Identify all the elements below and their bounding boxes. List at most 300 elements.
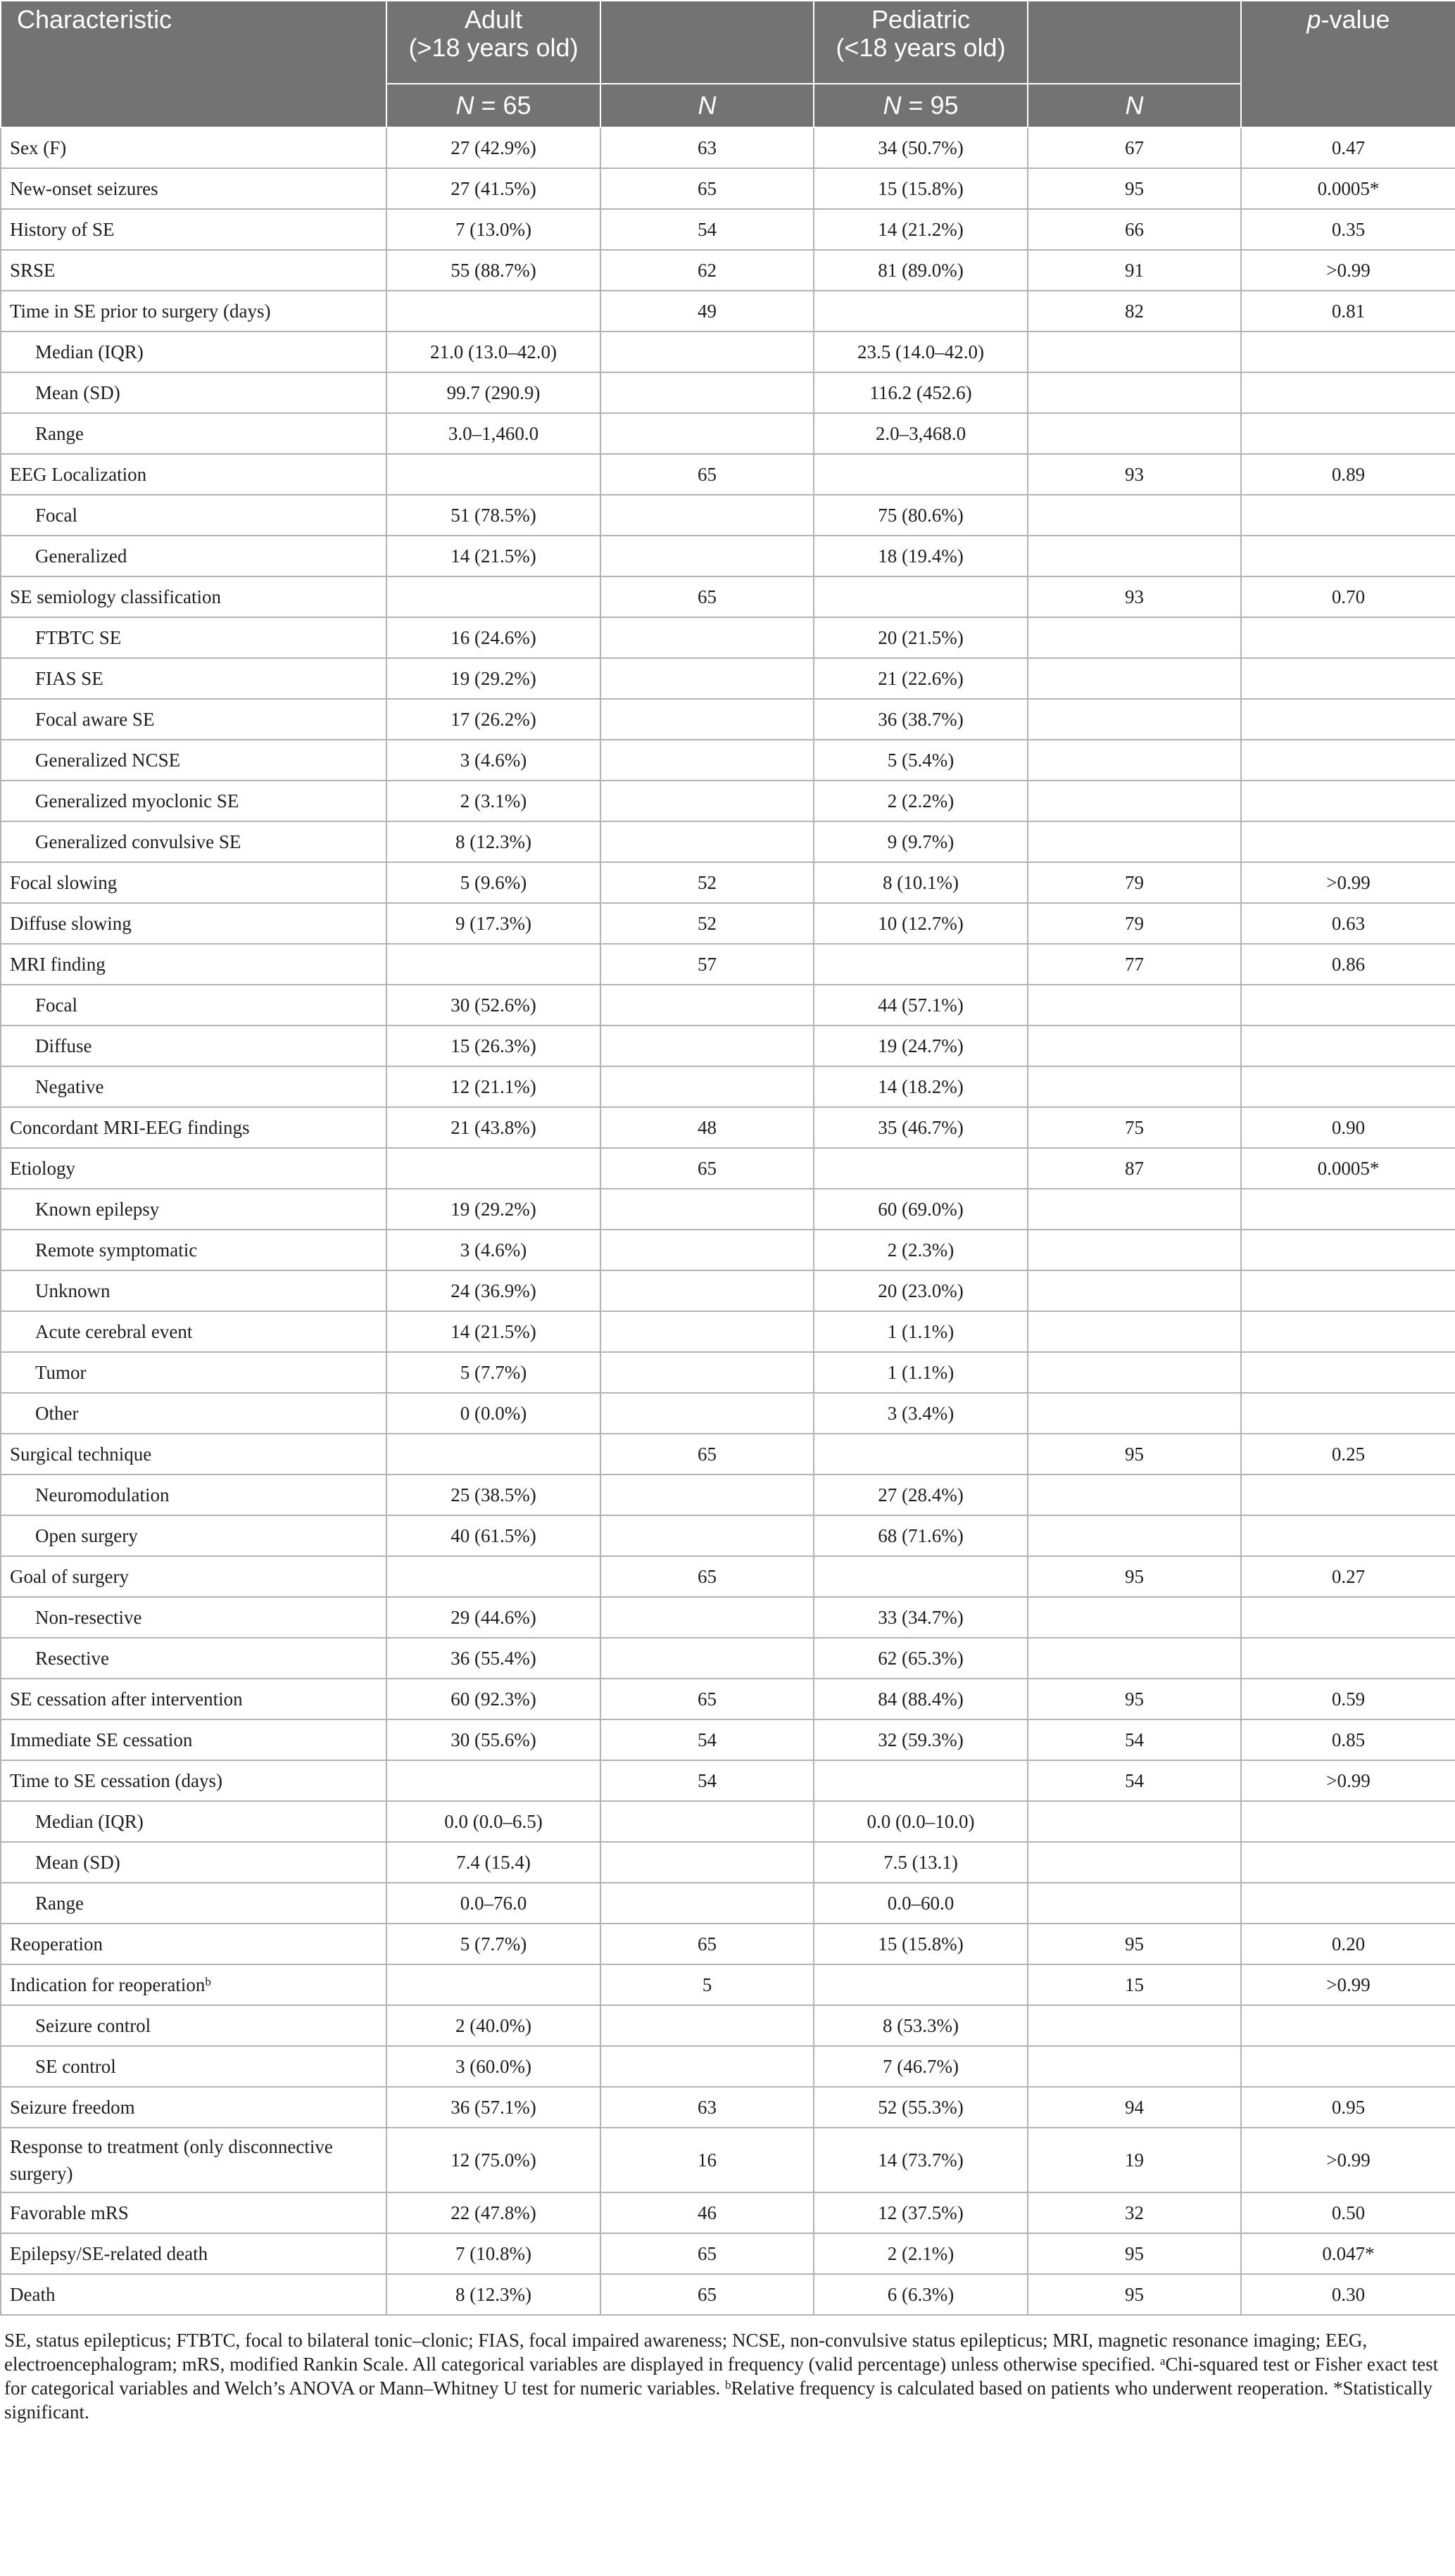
p-value: 0.95 [1241, 2087, 1455, 2128]
row-label-text: Epilepsy/SE-related death [10, 2243, 208, 2264]
table-row [1, 168, 1455, 209]
adult-n [600, 1189, 814, 1230]
pediatric-n [1028, 617, 1241, 658]
pediatric-n: 54 [1028, 1719, 1241, 1760]
adult-value: 55 (88.7%) [386, 250, 600, 291]
row-label-text: Etiology [10, 1158, 75, 1179]
adult-value: 29 (44.6%) [386, 1597, 600, 1638]
pediatric-n: 82 [1028, 291, 1241, 332]
adult-n [600, 2046, 814, 2087]
pediatric-n: 75 [1028, 1107, 1241, 1148]
header-pediatric [814, 1, 1028, 84]
p-value: 0.63 [1241, 903, 1455, 944]
row-label [1, 1883, 386, 1924]
adult-n: 63 [600, 127, 814, 168]
pediatric-n: 93 [1028, 576, 1241, 617]
row-label [1, 862, 386, 903]
row-label [1, 1107, 386, 1148]
row-label-text: Known epilepsy [35, 1199, 160, 1220]
pediatric-n: 77 [1028, 944, 1241, 985]
table-row [1, 413, 1455, 454]
p-value [1241, 821, 1455, 862]
adult-n [600, 1842, 814, 1883]
p-value [1241, 617, 1455, 658]
pediatric-n: 15 [1028, 1964, 1241, 2005]
row-label-text: Diffuse slowing [10, 913, 132, 934]
row-label [1, 1189, 386, 1230]
pediatric-n: 94 [1028, 2087, 1241, 2128]
table-row [1, 2128, 1455, 2192]
pediatric-value: 116.2 (452.6) [814, 372, 1028, 413]
row-label-text: Diffuse [35, 1035, 92, 1056]
pediatric-n [1028, 985, 1241, 1025]
table-row [1, 209, 1455, 250]
adult-n [600, 1515, 814, 1556]
pediatric-n [1028, 332, 1241, 372]
table-row [1, 1434, 1455, 1475]
table-row [1, 1393, 1455, 1434]
adult-value: 60 (92.3%) [386, 1679, 600, 1719]
adult-value: 27 (42.9%) [386, 127, 600, 168]
p-value [1241, 1230, 1455, 1270]
adult-n [600, 1025, 814, 1066]
adult-n: 49 [600, 291, 814, 332]
row-label [1, 1393, 386, 1434]
row-label [1, 944, 386, 985]
adult-value: 0.0–76.0 [386, 1883, 600, 1924]
row-label-text: Unknown [35, 1280, 111, 1301]
p-value: 0.70 [1241, 576, 1455, 617]
p-value: >0.99 [1241, 1760, 1455, 1801]
p-value: 0.047* [1241, 2233, 1455, 2274]
pediatric-value: 18 (19.4%) [814, 536, 1028, 576]
adult-value [386, 454, 600, 495]
header-adult-n [386, 84, 600, 127]
pediatric-value: 44 (57.1%) [814, 985, 1028, 1025]
adult-n: 65 [600, 1148, 814, 1189]
pediatric-value: 33 (34.7%) [814, 1597, 1028, 1638]
adult-n: 57 [600, 944, 814, 985]
row-label-text: Sex (F) [10, 137, 67, 158]
table-row [1, 576, 1455, 617]
adult-n [600, 658, 814, 699]
ped-n-col-label: N [1125, 91, 1144, 120]
adult-n [600, 1311, 814, 1352]
header-characteristic: Characteristic [1, 1, 386, 127]
row-label [1, 1475, 386, 1515]
adult-n [600, 1638, 814, 1679]
pediatric-n: 95 [1028, 1924, 1241, 1964]
row-label-text: Generalized convulsive SE [35, 831, 241, 852]
row-label [1, 536, 386, 576]
pediatric-n [1028, 1025, 1241, 1066]
footnote-text-1: SE, status epilepticus; FTBTC, focal to bilateral tonic–clonic; FIAS, focal impaired awareness; NCSE, non-convulsive status epilepticus; MRI, magnetic resonance imaging; EEG, electroencephalogram; mRS, modified Rankin Scale. All categorical variables are displayed in frequency (valid percentage) unless otherwise specified. [4, 2330, 1368, 2375]
pediatric-n [1028, 413, 1241, 454]
pediatric-n: 95 [1028, 168, 1241, 209]
header-pvalue [1241, 1, 1455, 127]
adult-n: 65 [600, 1679, 814, 1719]
pediatric-value: 15 (15.8%) [814, 1924, 1028, 1964]
header-adult [386, 1, 600, 84]
p-value: 0.30 [1241, 2274, 1455, 2315]
pediatric-n: 95 [1028, 2274, 1241, 2315]
pediatric-value [814, 576, 1028, 617]
row-label [1, 1025, 386, 1066]
p-value [1241, 699, 1455, 740]
table-row [1, 1107, 1455, 1148]
p-value [1241, 1842, 1455, 1883]
row-label [1, 617, 386, 658]
pediatric-n: 79 [1028, 862, 1241, 903]
adult-n: 65 [600, 2233, 814, 2274]
row-label-text: EEG Localization [10, 464, 147, 485]
p-value [1241, 495, 1455, 536]
adult-n-prefix: N [455, 91, 474, 120]
header-ped-n [814, 84, 1028, 127]
row-label [1, 1066, 386, 1107]
pediatric-value: 20 (21.5%) [814, 617, 1028, 658]
row-label-text: Immediate SE cessation [10, 1729, 193, 1750]
p-value [1241, 413, 1455, 454]
footnote-text-3: Relative frequency is calculated based on patients who underwent reoperation. *Statistically significant. [4, 2378, 1432, 2423]
p-value: 0.89 [1241, 454, 1455, 495]
adult-value: 12 (21.1%) [386, 1066, 600, 1107]
adult-n [600, 699, 814, 740]
pediatric-n [1028, 740, 1241, 781]
adult-n-col-label: N [698, 91, 717, 120]
row-label-text: Seizure control [35, 2015, 151, 2036]
row-label [1, 413, 386, 454]
table-row [1, 1597, 1455, 1638]
pediatric-value: 1 (1.1%) [814, 1311, 1028, 1352]
pediatric-n [1028, 1597, 1241, 1638]
p-value: 0.20 [1241, 1924, 1455, 1964]
adult-value: 8 (12.3%) [386, 821, 600, 862]
adult-value [386, 1556, 600, 1597]
pediatric-value: 19 (24.7%) [814, 1025, 1028, 1066]
header-adult-n-blank [600, 1, 814, 84]
table-row [1, 1719, 1455, 1760]
adult-value: 19 (29.2%) [386, 1189, 600, 1230]
row-label-text: Mean (SD) [35, 382, 120, 403]
table-row [1, 740, 1455, 781]
pediatric-n [1028, 658, 1241, 699]
row-label-text: Range [35, 423, 84, 444]
adult-value: 40 (61.5%) [386, 1515, 600, 1556]
adult-n [600, 413, 814, 454]
adult-value: 3 (4.6%) [386, 740, 600, 781]
adult-value: 0.0 (0.0–6.5) [386, 1801, 600, 1842]
row-label [1, 740, 386, 781]
p-value: >0.99 [1241, 2128, 1455, 2192]
p-value [1241, 1883, 1455, 1924]
row-label-text: MRI finding [10, 954, 106, 975]
row-label-text: Favorable mRS [10, 2202, 129, 2223]
table-row [1, 2005, 1455, 2046]
table-row [1, 332, 1455, 372]
adult-value: 30 (52.6%) [386, 985, 600, 1025]
row-label-text: History of SE [10, 219, 115, 240]
p-value [1241, 1066, 1455, 1107]
adult-value: 21 (43.8%) [386, 1107, 600, 1148]
footnote-text-2: Chi-squared test or Fisher exact test for categorical variables and Welch’s ANOVA or Mann–Whitney U test for numeric variables. [4, 2354, 1439, 2399]
row-label-text: Other [35, 1403, 79, 1424]
p-value: 0.59 [1241, 1679, 1455, 1719]
row-label-text: Focal aware SE [35, 709, 155, 730]
p-value [1241, 1393, 1455, 1434]
p-value: 0.25 [1241, 1434, 1455, 1475]
table-row [1, 1066, 1455, 1107]
table-row [1, 985, 1455, 1025]
pediatric-value: 62 (65.3%) [814, 1638, 1028, 1679]
table-row [1, 903, 1455, 944]
pediatric-n [1028, 1311, 1241, 1352]
pediatric-value: 2.0–3,468.0 [814, 413, 1028, 454]
pediatric-value: 7.5 (13.1) [814, 1842, 1028, 1883]
p-value [1241, 2046, 1455, 2087]
table-row [1, 1025, 1455, 1066]
pediatric-n [1028, 699, 1241, 740]
row-label-text: Focal slowing [10, 872, 118, 893]
ped-n-prefix: N [883, 91, 902, 120]
adult-value: 14 (21.5%) [386, 536, 600, 576]
adult-n: 62 [600, 250, 814, 291]
p-value [1241, 1475, 1455, 1515]
row-label [1, 1515, 386, 1556]
pediatric-n: 95 [1028, 1434, 1241, 1475]
pediatric-value: 23.5 (14.0–42.0) [814, 332, 1028, 372]
pvalue-italic: p [1306, 5, 1321, 34]
p-value [1241, 1025, 1455, 1066]
p-value [1241, 1515, 1455, 1556]
row-label [1, 1270, 386, 1311]
adult-value [386, 944, 600, 985]
row-label-text: Focal [35, 505, 77, 526]
pediatric-n [1028, 781, 1241, 821]
adult-n: 65 [600, 1924, 814, 1964]
table-row [1, 1148, 1455, 1189]
header-pediatric-title: Pediatric [871, 5, 971, 34]
table-row [1, 536, 1455, 576]
p-value: 0.90 [1241, 1107, 1455, 1148]
row-label [1, 903, 386, 944]
adult-value [386, 576, 600, 617]
adult-n [600, 1352, 814, 1393]
row-label-text: Negative [35, 1076, 104, 1097]
adult-value: 16 (24.6%) [386, 617, 600, 658]
pediatric-n: 79 [1028, 903, 1241, 944]
pediatric-value: 3 (3.4%) [814, 1393, 1028, 1434]
table-row [1, 127, 1455, 168]
pediatric-value: 2 (2.1%) [814, 2233, 1028, 2274]
adult-value: 51 (78.5%) [386, 495, 600, 536]
pediatric-value: 0.0–60.0 [814, 1883, 1028, 1924]
p-value: 0.50 [1241, 2192, 1455, 2233]
row-label [1, 1801, 386, 1842]
pediatric-n: 87 [1028, 1148, 1241, 1189]
row-label [1, 2192, 386, 2233]
header-ped-n-col [1028, 84, 1241, 127]
row-label [1, 1638, 386, 1679]
pediatric-n [1028, 1475, 1241, 1515]
table-row [1, 1760, 1455, 1801]
p-value: 0.81 [1241, 291, 1455, 332]
row-label [1, 1230, 386, 1270]
row-label [1, 127, 386, 168]
table-header [1, 1, 1455, 127]
pediatric-n: 19 [1028, 2128, 1241, 2192]
row-label-text: Open surgery [35, 1525, 138, 1546]
adult-n [600, 1475, 814, 1515]
table-row [1, 1679, 1455, 1719]
adult-value: 0 (0.0%) [386, 1393, 600, 1434]
row-label [1, 2046, 386, 2087]
pediatric-value: 15 (15.8%) [814, 168, 1028, 209]
pediatric-value: 0.0 (0.0–10.0) [814, 1801, 1028, 1842]
pediatric-value: 14 (21.2%) [814, 209, 1028, 250]
pediatric-value: 14 (73.7%) [814, 2128, 1028, 2192]
pediatric-value: 9 (9.7%) [814, 821, 1028, 862]
pediatric-value: 75 (80.6%) [814, 495, 1028, 536]
adult-n [600, 372, 814, 413]
table-row [1, 1842, 1455, 1883]
row-label-text: Response to treatment (only disconnective surgery) [10, 2136, 333, 2184]
p-value: 0.86 [1241, 944, 1455, 985]
pediatric-value [814, 944, 1028, 985]
p-value: 0.27 [1241, 1556, 1455, 1597]
table-row [1, 495, 1455, 536]
table-footnote [0, 2316, 1451, 2424]
row-label-superscript: b [205, 1975, 211, 1988]
row-label-text: Concordant MRI-EEG findings [10, 1117, 250, 1138]
pediatric-n: 91 [1028, 250, 1241, 291]
table-row [1, 1270, 1455, 1311]
adult-value: 22 (47.8%) [386, 2192, 600, 2233]
pediatric-value: 8 (53.3%) [814, 2005, 1028, 2046]
pediatric-n [1028, 1189, 1241, 1230]
pediatric-n [1028, 1230, 1241, 1270]
adult-value: 36 (55.4%) [386, 1638, 600, 1679]
row-label-text: Time in SE prior to surgery (days) [10, 301, 271, 322]
footnote-sup-b: b [725, 2378, 731, 2392]
adult-n [600, 1801, 814, 1842]
adult-value: 15 (26.3%) [386, 1025, 600, 1066]
adult-value: 5 (9.6%) [386, 862, 600, 903]
pediatric-value: 1 (1.1%) [814, 1352, 1028, 1393]
adult-value: 2 (3.1%) [386, 781, 600, 821]
row-label [1, 1760, 386, 1801]
adult-value [386, 291, 600, 332]
p-value [1241, 1270, 1455, 1311]
row-label [1, 1148, 386, 1189]
adult-n [600, 1066, 814, 1107]
table-row [1, 1638, 1455, 1679]
p-value: 0.0005* [1241, 1148, 1455, 1189]
pediatric-n [1028, 495, 1241, 536]
row-label [1, 821, 386, 862]
pediatric-value: 12 (37.5%) [814, 2192, 1028, 2233]
adult-n: 65 [600, 454, 814, 495]
table-row [1, 1352, 1455, 1393]
pediatric-n: 67 [1028, 127, 1241, 168]
adult-value: 17 (26.2%) [386, 699, 600, 740]
row-label-text: Median (IQR) [35, 1811, 144, 1832]
row-label [1, 1719, 386, 1760]
pediatric-n [1028, 1270, 1241, 1311]
pvalue-rest: -value [1321, 5, 1390, 34]
pediatric-value: 10 (12.7%) [814, 903, 1028, 944]
pediatric-value: 81 (89.0%) [814, 250, 1028, 291]
table-row [1, 781, 1455, 821]
table-row [1, 250, 1455, 291]
adult-value: 5 (7.7%) [386, 1924, 600, 1964]
pediatric-value: 52 (55.3%) [814, 2087, 1028, 2128]
table-row [1, 617, 1455, 658]
table-row [1, 291, 1455, 332]
pediatric-n: 95 [1028, 2233, 1241, 2274]
pediatric-value [814, 291, 1028, 332]
pediatric-n: 95 [1028, 1556, 1241, 1597]
pediatric-n: 32 [1028, 2192, 1241, 2233]
pediatric-value: 2 (2.2%) [814, 781, 1028, 821]
row-label [1, 2087, 386, 2128]
pediatric-value: 34 (50.7%) [814, 127, 1028, 168]
p-value [1241, 781, 1455, 821]
pediatric-value: 36 (38.7%) [814, 699, 1028, 740]
adult-value: 7 (10.8%) [386, 2233, 600, 2274]
pediatric-n: 95 [1028, 1679, 1241, 1719]
adult-n: 46 [600, 2192, 814, 2233]
adult-n [600, 781, 814, 821]
pediatric-n [1028, 1638, 1241, 1679]
row-label [1, 576, 386, 617]
table-row [1, 1556, 1455, 1597]
pediatric-n [1028, 1515, 1241, 1556]
pediatric-n: 66 [1028, 209, 1241, 250]
table-body [1, 127, 1455, 2315]
p-value: 0.47 [1241, 127, 1455, 168]
adult-n: 16 [600, 2128, 814, 2192]
row-label-text: Surgical technique [10, 1444, 152, 1465]
table-row [1, 1883, 1455, 1924]
pediatric-n [1028, 372, 1241, 413]
table-row [1, 1189, 1455, 1230]
adult-n [600, 2005, 814, 2046]
table-row [1, 658, 1455, 699]
table-row [1, 1475, 1455, 1515]
adult-value: 24 (36.9%) [386, 1270, 600, 1311]
table-row [1, 821, 1455, 862]
table-row [1, 2233, 1455, 2274]
row-label-text: Generalized myoclonic SE [35, 790, 239, 812]
adult-n: 54 [600, 1719, 814, 1760]
pediatric-n [1028, 2005, 1241, 2046]
pediatric-n [1028, 1352, 1241, 1393]
adult-value: 30 (55.6%) [386, 1719, 600, 1760]
adult-value [386, 1760, 600, 1801]
row-label-text: Generalized [35, 545, 127, 567]
pediatric-n: 54 [1028, 1760, 1241, 1801]
row-label [1, 1842, 386, 1883]
row-label [1, 1597, 386, 1638]
row-label-text: Generalized NCSE [35, 750, 181, 771]
adult-n: 54 [600, 209, 814, 250]
pediatric-value [814, 1760, 1028, 1801]
table-row [1, 1964, 1455, 2005]
table-row [1, 372, 1455, 413]
adult-n [600, 821, 814, 862]
adult-n: 65 [600, 1434, 814, 1475]
